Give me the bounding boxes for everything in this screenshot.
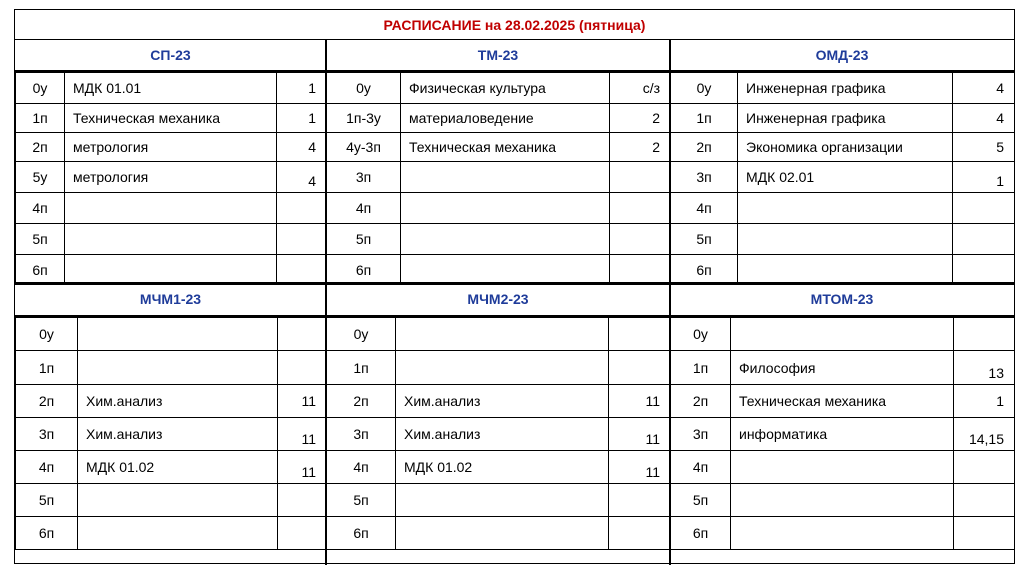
period-cell: 4п: [671, 193, 738, 224]
room-cell: 1: [277, 104, 327, 133]
schedule-sheet: [14, 9, 1015, 564]
subject-cell: [731, 484, 954, 517]
subject-cell: [396, 484, 609, 517]
subject-cell: [65, 255, 277, 285]
room-cell: 4: [953, 104, 1015, 133]
table-row: [671, 133, 1015, 162]
table-row: [16, 318, 327, 351]
table-row: [671, 517, 1015, 550]
room-cell: [954, 517, 1015, 550]
subject-cell: МДК 01.02: [78, 451, 278, 484]
room-cell: [278, 484, 327, 517]
subject-cell: Хим.анализ: [396, 418, 609, 451]
period-cell: 1п: [671, 104, 738, 133]
period-cell: 2п: [16, 133, 65, 162]
period-cell: 3п: [671, 418, 731, 451]
subject-cell: МДК 01.02: [396, 451, 609, 484]
table-row: [327, 385, 671, 418]
table-row: [671, 193, 1015, 224]
room-cell: [277, 255, 327, 285]
period-cell: 4п: [16, 193, 65, 224]
room-cell: 1: [954, 385, 1015, 418]
table-row: [671, 318, 1015, 351]
table-row: [16, 73, 327, 104]
subject-cell: МДК 02.01: [738, 162, 953, 193]
subject-cell: [401, 162, 610, 193]
period-cell: 0у: [671, 73, 738, 104]
group-schedule-table: [670, 317, 1015, 550]
subject-cell: Хим.анализ: [396, 385, 609, 418]
block-divider: [325, 39, 327, 565]
period-cell: 2п: [671, 133, 738, 162]
period-cell: 4п: [671, 451, 731, 484]
group-schedule-table: [15, 317, 327, 550]
room-cell: с/з: [610, 73, 671, 104]
subject-cell: [396, 318, 609, 351]
room-cell: [954, 484, 1015, 517]
group-schedule-table: [15, 72, 327, 285]
subject-cell: материаловедение: [401, 104, 610, 133]
group-schedule-table: [326, 317, 671, 550]
table-row: [16, 351, 327, 385]
subject-cell: информатика: [731, 418, 954, 451]
period-cell: 5п: [16, 484, 78, 517]
period-cell: 4п: [327, 451, 396, 484]
room-cell: [953, 255, 1015, 285]
period-cell: 3п: [16, 418, 78, 451]
subject-cell: [731, 318, 954, 351]
block-divider: [669, 39, 671, 565]
group-block-ОМД-23: [670, 39, 1014, 284]
table-row: [671, 484, 1015, 517]
period-cell: 5п: [671, 484, 731, 517]
table-row: [16, 418, 327, 451]
period-cell: 6п: [327, 255, 401, 285]
table-row: [327, 484, 671, 517]
subject-cell: [78, 517, 278, 550]
table-row: [327, 224, 671, 255]
subject-cell: [78, 351, 278, 385]
table-row: [16, 224, 327, 255]
period-cell: 4у-3п: [327, 133, 401, 162]
subject-cell: [738, 224, 953, 255]
subject-cell: [731, 451, 954, 484]
room-cell: [954, 451, 1015, 484]
group-header: ТМ-23: [326, 39, 670, 72]
table-row: [327, 318, 671, 351]
room-cell: [609, 318, 671, 351]
period-cell: 2п: [16, 385, 78, 418]
room-cell: 5: [953, 133, 1015, 162]
period-cell: 0у: [327, 73, 401, 104]
subject-cell: [738, 255, 953, 285]
table-row: [327, 255, 671, 285]
table-row: [671, 418, 1015, 451]
table-row: [327, 133, 671, 162]
room-cell: 1: [953, 162, 1015, 193]
period-cell: 6п: [327, 517, 396, 550]
room-cell: [610, 255, 671, 285]
table-row: [327, 73, 671, 104]
table-row: [327, 418, 671, 451]
room-cell: [609, 517, 671, 550]
section-divider: [15, 282, 1014, 284]
room-cell: [954, 318, 1015, 351]
group-block-МЧМ1-23: [15, 283, 326, 549]
period-cell: 5п: [671, 224, 738, 255]
group-header: МЧМ1-23: [15, 283, 326, 317]
subject-cell: Техническая механика: [401, 133, 610, 162]
period-cell: 1п-3у: [327, 104, 401, 133]
group-header: ОМД-23: [670, 39, 1014, 72]
room-cell: [278, 517, 327, 550]
table-row: [671, 224, 1015, 255]
group-block-ТМ-23: [326, 39, 670, 284]
room-cell: [610, 224, 671, 255]
group-block-СП-23: [15, 39, 326, 284]
table-row: [327, 104, 671, 133]
subject-cell: [65, 193, 277, 224]
group-block-МЧМ2-23: [326, 283, 670, 549]
period-cell: 1п: [16, 351, 78, 385]
room-cell: 1: [277, 73, 327, 104]
table-row: [16, 451, 327, 484]
room-cell: 11: [609, 385, 671, 418]
period-cell: 1п: [16, 104, 65, 133]
period-cell: 6п: [16, 517, 78, 550]
subject-cell: Философия: [731, 351, 954, 385]
table-row: [671, 104, 1015, 133]
table-row: [327, 193, 671, 224]
subject-cell: Экономика организации: [738, 133, 953, 162]
subject-cell: Хим.анализ: [78, 385, 278, 418]
period-cell: 2п: [671, 385, 731, 418]
room-cell: 4: [953, 73, 1015, 104]
period-cell: 0у: [671, 318, 731, 351]
table-row: [16, 104, 327, 133]
room-cell: [610, 193, 671, 224]
room-cell: 11: [609, 418, 671, 451]
period-cell: 2п: [327, 385, 396, 418]
group-header: МТОМ-23: [670, 283, 1014, 317]
table-row: [16, 517, 327, 550]
table-row: [16, 255, 327, 285]
period-cell: 3п: [671, 162, 738, 193]
room-cell: 11: [609, 451, 671, 484]
table-row: [16, 385, 327, 418]
room-cell: [609, 351, 671, 385]
period-cell: 0у: [327, 318, 396, 351]
room-cell: 2: [610, 133, 671, 162]
table-row: [671, 73, 1015, 104]
room-cell: [953, 224, 1015, 255]
subject-cell: [396, 351, 609, 385]
room-cell: [610, 162, 671, 193]
period-cell: 5п: [327, 484, 396, 517]
subject-cell: метрология: [65, 133, 277, 162]
table-row: [327, 162, 671, 193]
period-cell: 4п: [327, 193, 401, 224]
table-row: [671, 385, 1015, 418]
subject-cell: [65, 224, 277, 255]
table-row: [16, 133, 327, 162]
period-cell: 6п: [16, 255, 65, 285]
room-cell: 14,15: [954, 418, 1015, 451]
period-cell: 6п: [671, 517, 731, 550]
table-row: [671, 255, 1015, 285]
subject-cell: Физическая культура: [401, 73, 610, 104]
period-cell: 3п: [327, 162, 401, 193]
table-row: [671, 351, 1015, 385]
subject-cell: [731, 517, 954, 550]
subject-cell: [396, 517, 609, 550]
room-cell: 13: [954, 351, 1015, 385]
room-cell: 2: [610, 104, 671, 133]
period-cell: 5п: [16, 224, 65, 255]
table-row: [16, 484, 327, 517]
group-header: СП-23: [15, 39, 326, 72]
subject-cell: [401, 193, 610, 224]
subject-cell: [78, 318, 278, 351]
subject-cell: Инженерная графика: [738, 104, 953, 133]
table-row: [327, 517, 671, 550]
subject-cell: [738, 193, 953, 224]
room-cell: [277, 193, 327, 224]
room-cell: 11: [278, 418, 327, 451]
room-cell: [953, 193, 1015, 224]
subject-cell: [78, 484, 278, 517]
group-schedule-table: [326, 72, 671, 285]
table-row: [327, 351, 671, 385]
room-cell: 4: [277, 133, 327, 162]
period-cell: 1п: [327, 351, 396, 385]
period-cell: 3п: [327, 418, 396, 451]
period-cell: 5у: [16, 162, 65, 193]
subject-cell: Инженерная графика: [738, 73, 953, 104]
period-cell: 5п: [327, 224, 401, 255]
table-row: [16, 162, 327, 193]
schedule-title: РАСПИСАНИЕ на 28.02.2025 (пятница): [15, 10, 1014, 40]
subject-cell: [401, 255, 610, 285]
period-cell: 0у: [16, 73, 65, 104]
period-cell: 6п: [671, 255, 738, 285]
period-cell: 0у: [16, 318, 78, 351]
group-header: МЧМ2-23: [326, 283, 670, 317]
subject-cell: [401, 224, 610, 255]
subject-cell: Техническая механика: [731, 385, 954, 418]
room-cell: 4: [277, 162, 327, 193]
subject-cell: Хим.анализ: [78, 418, 278, 451]
subject-cell: метрология: [65, 162, 277, 193]
subject-cell: МДК 01.01: [65, 73, 277, 104]
table-row: [671, 162, 1015, 193]
period-cell: 1п: [671, 351, 731, 385]
table-row: [327, 451, 671, 484]
subject-cell: Техническая механика: [65, 104, 277, 133]
table-row: [671, 451, 1015, 484]
period-cell: 4п: [16, 451, 78, 484]
room-cell: 11: [278, 385, 327, 418]
room-cell: [278, 351, 327, 385]
group-schedule-table: [670, 72, 1015, 285]
room-cell: [609, 484, 671, 517]
room-cell: 11: [278, 451, 327, 484]
group-block-МТОМ-23: [670, 283, 1014, 549]
room-cell: [278, 318, 327, 351]
room-cell: [277, 224, 327, 255]
table-row: [16, 193, 327, 224]
